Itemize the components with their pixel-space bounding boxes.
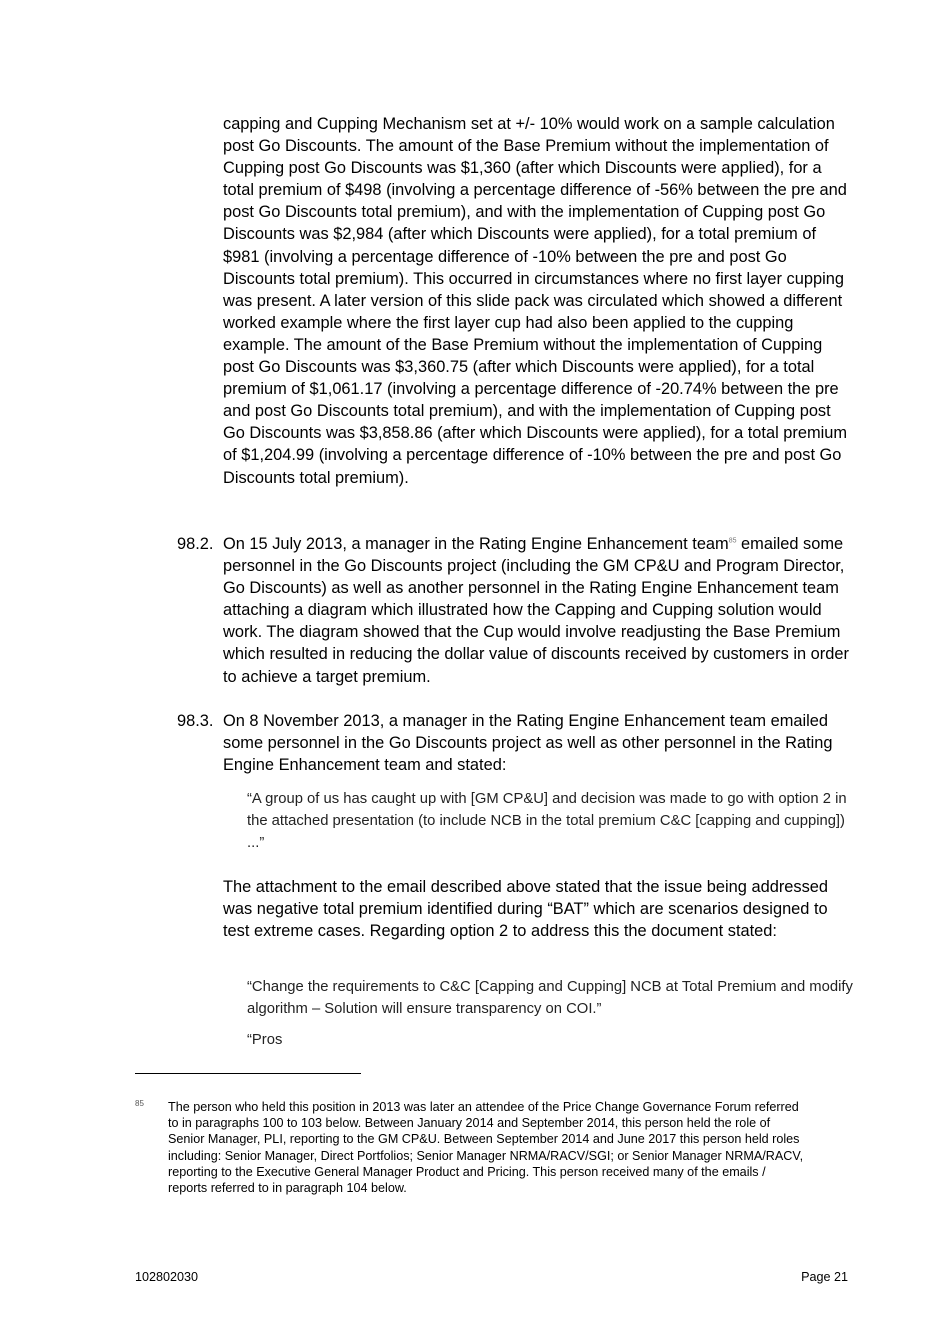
paragraph-continuation: capping and Cupping Mechanism set at +/- 10% would work on a sample calculation post Go Discounts. The amount of the Base Premium without the implementation of Cupping post Go Discounts was $1,360 (after which Discounts were applied), for a total premium of $498 (involving a percentage difference of -56% between the pre and post Go Discounts total premium), and with the implementation of Cupping post Go Discounts was $2,984 (after which Discounts were applied), for a total premium of $981 (involving a percentage difference of -10% between the pre and post Go Discounts total premium). This occurred in circumstances where no first layer cupping was present. A later version of this slide pack was circulated which showed a different worked example where the first layer cup had also been applied to the cupping example. The amount of the Base Premium without the implementation of Cupping post Go Discounts was $3,360.75 (after which Discounts were applied), for a total premium of $1,061.17 (involving a percentage difference of -20.74% between the pre and post Go Discounts total premium), and with the implementation of Cupping post Go Discounts was $3,858.86 (after which Discounts were applied), for a total premium of $1,204.99 (involving a percentage difference of -10% between the pre and post Go Discounts total premium). xyxy=(223,115,848,487)
paragraph-98-3: On 8 November 2013, a manager in the Rating Engine Enhancement team emailed some personnel in the Go Discounts project as well as other personnel in the Rating Engine Enhancement team and stated: xyxy=(223,712,833,775)
paragraph-98-2-text-cont: emailed some personnel in the Go Discounts project (including the GM CP&U and Program Director, Go Discounts) as well as another personnel in the Rating Engine Enhancement team attaching a diagram which illustrated how the Capping and Cupping solution would work. The diagram showed that the Cup would involve readjusting the Base Premium which resulted in reducing the dollar value of discounts received by customers in order to achieve a target premium. xyxy=(223,535,849,686)
email-quote: “A group of us has caught up with [GM CP&U] and decision was made to go with option 2 in the attached presentation (to include NCB in the total premium C&C [capping and cupping]) ...” xyxy=(247,791,847,852)
document-id: 102802030 xyxy=(135,1270,199,1284)
paragraph-number-98-2: 98.2. xyxy=(177,535,214,553)
paragraph-number-98-3: 98.3. xyxy=(177,712,214,730)
footnote-separator xyxy=(135,1073,361,1074)
document-quote: “Change the requirements to C&C [Capping and Cupping] NCB at Total Premium and modify algorithm – Solution will ensure transparency on COI.” xyxy=(247,979,853,1018)
paragraph-98-2 xyxy=(223,533,853,688)
paragraph-attachment: The attachment to the email described above stated that the issue being addressed was negative total premium identified during “BAT” which are scenarios designed to test extreme cases. Regarding option 2 to address this the document stated: xyxy=(223,878,829,941)
pros-quote: “Pros xyxy=(247,1032,283,1048)
footnote-mark: 85 xyxy=(135,1099,144,1108)
paragraph-98-2-text: On 15 July 2013, a manager in the Rating Engine Enhancement team xyxy=(223,535,729,553)
footnote-reference[interactable]: 85 xyxy=(728,537,737,545)
footnote-text: The person who held this position in 2013 was later an attendee of the Price Change Governance Forum referred to in paragraphs 100 to 103 below. Between January 2014 and September 2014, this person held the role of Senior Manager, PLI, reporting to the GM CP&U. Between September 2014 and June 2017 this person held roles including: Senior Manager, Direct Portfolios; Senior Manager NRMA/RACV/SGI; or Senior Manager NRMA/RACV, reporting to the Executive General Manager Product and Pricing. This person received many of the emails / reports referred to in paragraph 104 below. xyxy=(168,1100,804,1196)
page-number: Page 21 xyxy=(801,1270,848,1284)
